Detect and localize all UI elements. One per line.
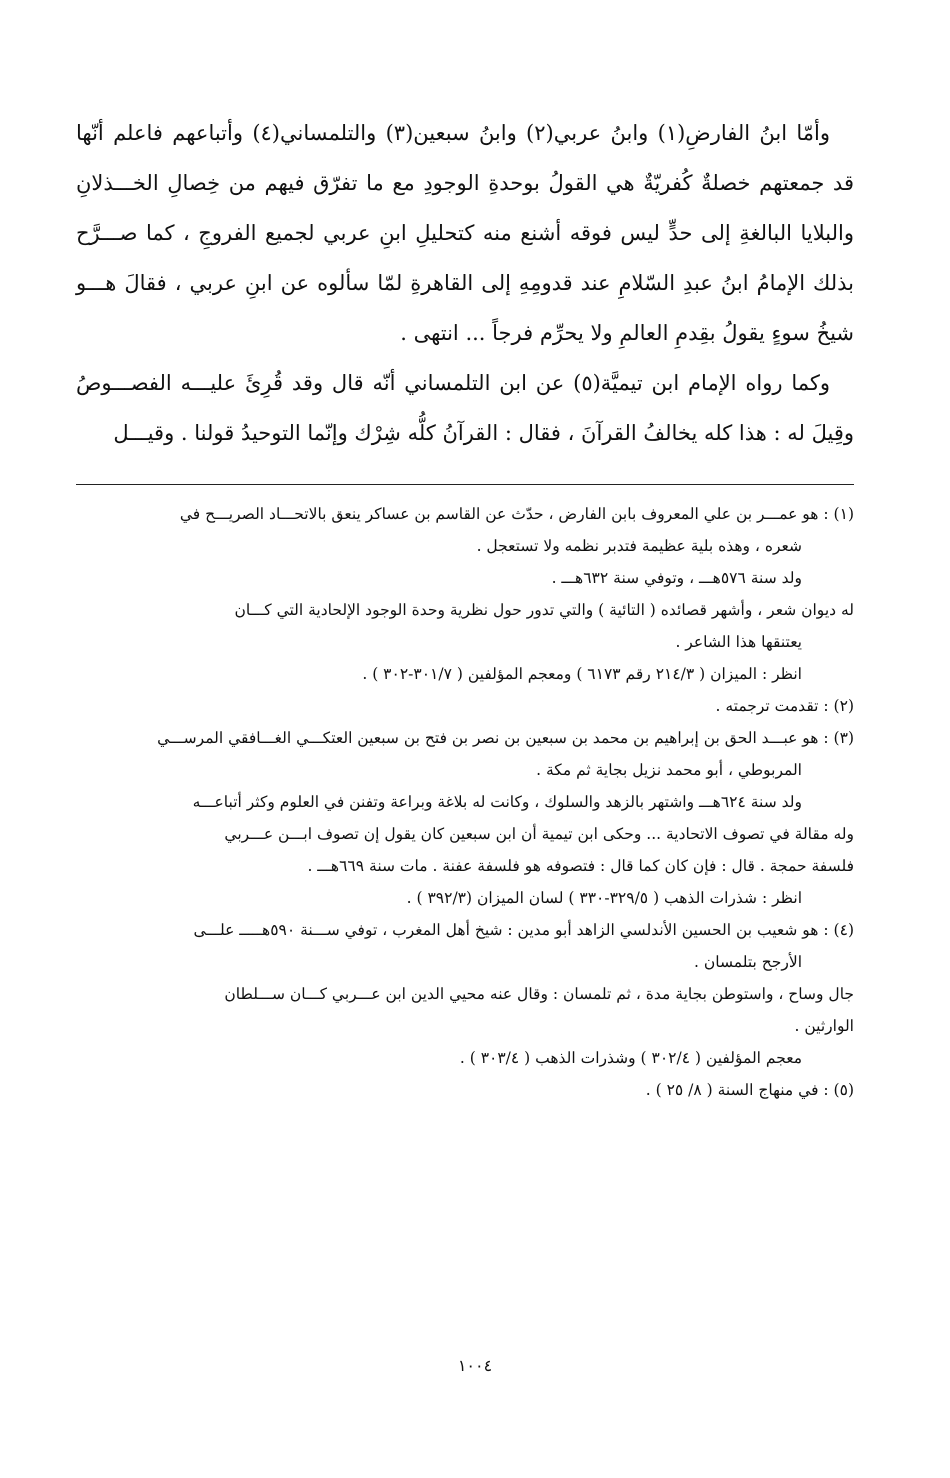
footnote-4-travel-cont: الوارثين . (794, 1017, 854, 1035)
footnote-3-cont: المربوطي ، أبو محمد نزيل بجاية ثم مكة . (536, 761, 802, 779)
footnote-3-source: انظر : شذرات الذهب ( ٣٢٩/٥-٣٣٠ ) لسان الميزان (٣٩٢/٣ ) . (406, 889, 802, 907)
footnote-4-source: معجم المؤلفين ( ٣٠٢/٤ ) وشذرات الذهب ( ٣٠٣/٤ ) . (459, 1049, 802, 1067)
footnote-1-head: (١) : هو عمـــر بن علي المعروف بابن الفارض ، حدّث عن القاسم بن عساكر ينعق بالاتحـــاد الصريـــح في (179, 505, 854, 523)
page-number: ١٠٠٤ (457, 1356, 493, 1375)
main-paragraph-1: وأمّا ابنُ الفارضِ(١) وابنُ عربي(٢) وابنُ سبعين(٣) والتلمساني(٤) وأتباعهم فاعلم أنّها قد جمعتهم خصلةٌ كُفريّةٌ هي القولُ بوحدةِ الوجودِ مع ما تفرّق فيهم من خِصالِ الخـــذلانِ والبلايا البالغةِ إلى حدٍّ ليس فوقه أشنع منه كتحليلِ ابنِ عربي لجميع الفروجِ ، كما صـــرَّح بذلك الإمامُ ابنُ عبدِ السّلامِ عند قدومِهِ إلى القاهرةِ لمّا سألوه عن ابنِ عربي ، فقالَ هـــو شيخُ سوءٍ يقولُ بقِدمِ العالمِ ولا يحرِّم فرجاً ... انتهى . (76, 121, 854, 345)
footnote-4-travel: جال وساح ، واستوطن بجاية مدة ، ثم تلمسان : وقال عنه محيي الدين ابن عـــربي كـــان ســـلطان (224, 985, 854, 1003)
footnote-5-head: (٥) : في منهاج السنة ( ٨/ ٢٥ ) . (645, 1081, 854, 1099)
footnote-3-born-cont: وله مقالة في تصوف الاتحادية ... وحكى ابن تيمية أن ابن سبعين كان يقول إن تصوف ابـــن عـــربي (224, 825, 854, 843)
footnote-1-diwan-cont: يعتنقها هذا الشاعر . (675, 633, 802, 651)
footnotes (76, 498, 854, 1106)
footnote-1-diwan: له ديوان شعر ، وأشهر قصائده ( التائية ) والتي تدور حول نظرية وحدة الوجود الإلحادية التي كـــان (234, 601, 854, 619)
main-paragraph-2: وكما رواه الإمام ابن تيميَّة(٥) عن ابن التلمساني أنّه قال وقد قُرِئَ عليـــه الفصـــوصُ وقِيلَ له : هذا كله يخالفُ القرآنَ ، فقال : القرآنُ كلُّه شِرْك وإنّما التوحيدُ قولنا . وقيـــل (76, 371, 854, 445)
footnote-separator (76, 484, 854, 485)
footnote-3-born: ولد سنة ٦٢٤هـــ واشتهر بالزهد والسلوك ، وكانت له بلاغة وبراعة وتفنن في العلوم وكثر أتباعـــه (192, 793, 802, 811)
footnote-2-head: (٢) : تقدمت ترجمته . (715, 697, 854, 715)
footnote-3-born-cont2: فلسفة حمجة . قال : فإن كان كما قال : فتصوفه هو فلسفة عفنة . مات سنة ٦٦٩هـــ . (307, 857, 854, 875)
footnote-4-cont: الأرجح بتلمسان . (693, 953, 802, 971)
footnote-1-source: انظر : الميزان ( ٢١٤/٣ رقم ٦١٧٣ ) ومعجم المؤلفين ( ٣٠١/٧-٣٠٢ ) . (362, 665, 802, 683)
main-text (76, 108, 854, 458)
footnote-1-born: ولد سنة ٥٧٦هـــ ، وتوفي سنة ٦٣٢هـــ . (551, 569, 802, 587)
footnote-4-head: (٤) : هو شعيب بن الحسين الأندلسي الزاهد أبو مدين : شيخ أهل المغرب ، توفي ســـنة ٥٩٠هـــــ علـــى (193, 921, 854, 939)
footnote-1-cont: شعره ، وهذه بلية عظيمة فتدبر نظمه ولا تستعجل . (476, 537, 802, 555)
footnote-3-head: (٣) : هو عبـــد الحق بن إبراهيم بن محمد بن سبعين بن نصر بن فتح بن سبعين العتكـــي الغـــافقي المرســـي (157, 729, 854, 747)
